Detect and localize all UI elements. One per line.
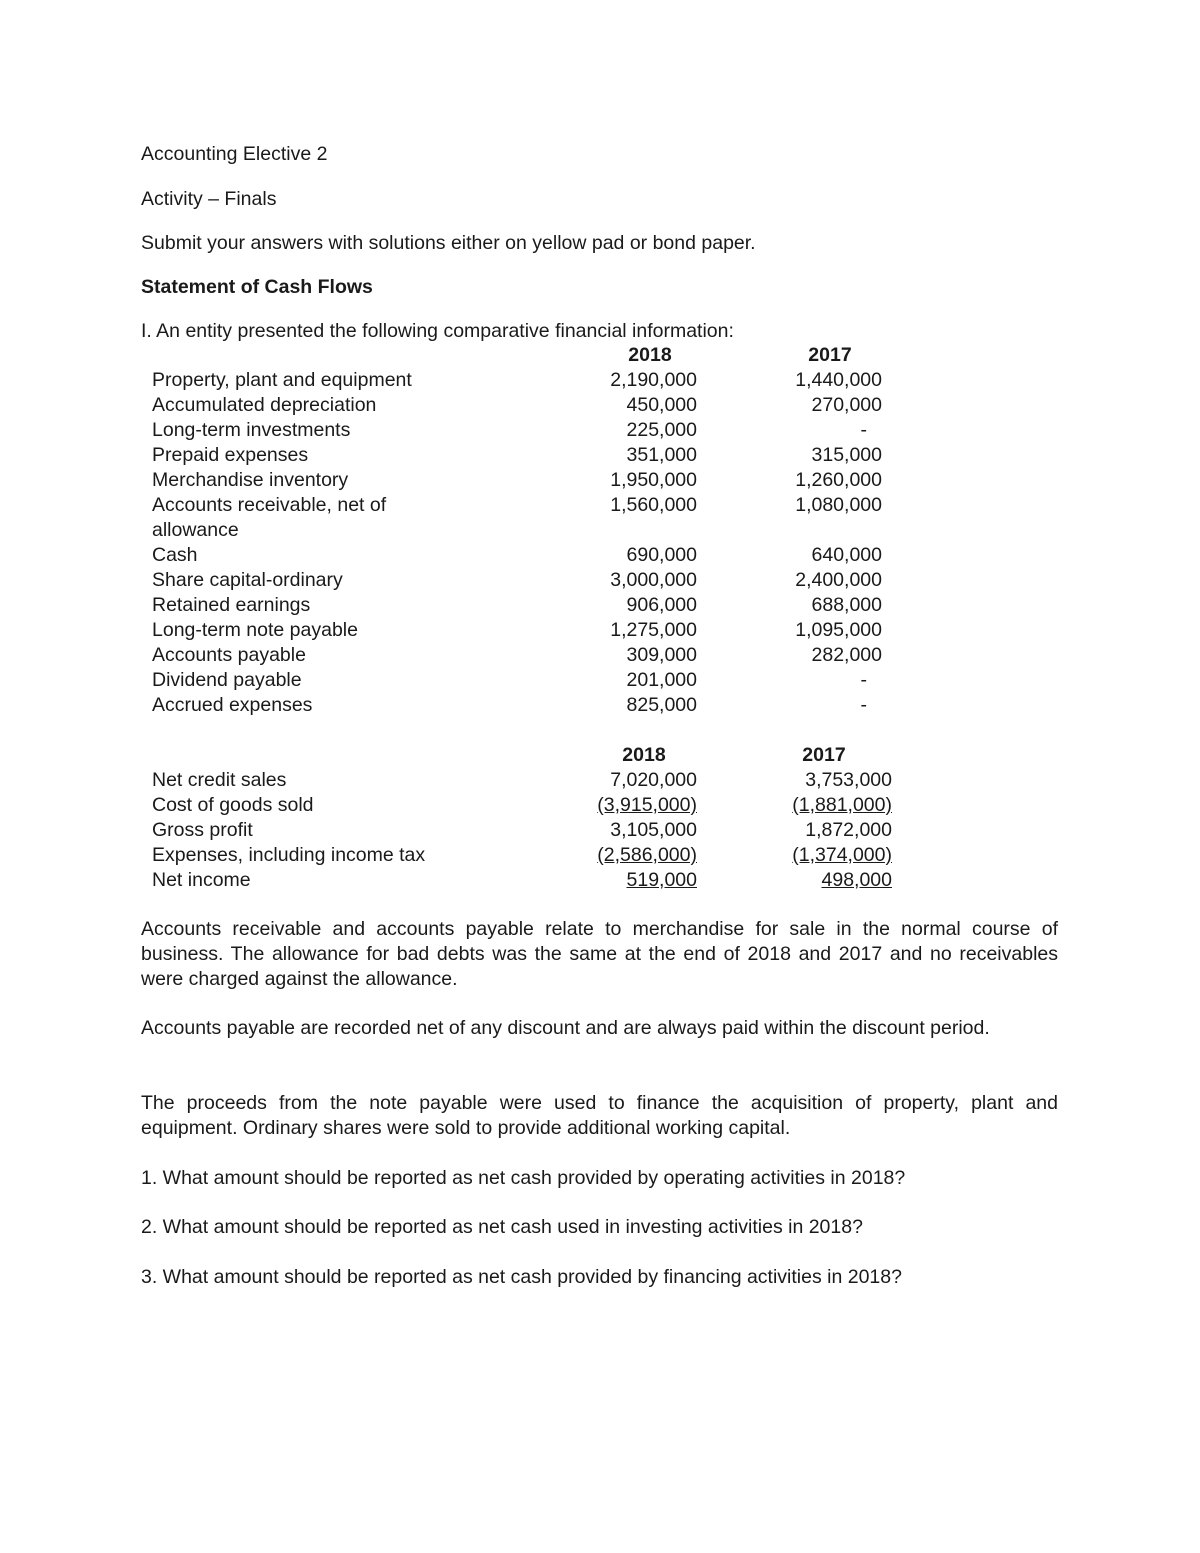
table-row bbox=[0, 818, 1200, 843]
column-header-2017: 2017 bbox=[802, 744, 846, 766]
value-2017: 688,000 bbox=[811, 594, 882, 616]
table-header bbox=[0, 743, 1200, 768]
value-2017: - bbox=[860, 419, 867, 441]
value-2018: 225,000 bbox=[626, 419, 697, 441]
table-row bbox=[0, 693, 1200, 718]
question-1: 1. What amount should be reported as net cash provided by operating activities in 2018? bbox=[141, 1167, 906, 1189]
table-header bbox=[0, 343, 1200, 368]
course-title: Accounting Elective 2 bbox=[141, 143, 328, 165]
row-label: Accounts receivable, net of bbox=[152, 494, 387, 516]
value-2017: (1,374,000) bbox=[792, 844, 892, 866]
value-2018: (3,915,000) bbox=[597, 794, 697, 816]
table-row bbox=[0, 568, 1200, 593]
section-title: Statement of Cash Flows bbox=[141, 276, 373, 298]
row-label: Net credit sales bbox=[152, 769, 287, 791]
value-2018: 7,020,000 bbox=[610, 769, 697, 791]
column-header-2018: 2018 bbox=[622, 744, 666, 766]
table-row bbox=[0, 493, 1200, 518]
value-2017: 270,000 bbox=[811, 394, 882, 416]
row-label: Cash bbox=[152, 544, 198, 566]
value-2017: 1,080,000 bbox=[795, 494, 882, 516]
table-row bbox=[0, 843, 1200, 868]
row-label: Net income bbox=[152, 869, 251, 891]
question-2: 2. What amount should be reported as net cash used in investing activities in 2018? bbox=[141, 1216, 863, 1238]
table-row bbox=[0, 618, 1200, 643]
row-label: Accumulated depreciation bbox=[152, 394, 377, 416]
value-2018: 2,190,000 bbox=[610, 369, 697, 391]
row-label: Cost of goods sold bbox=[152, 794, 314, 816]
value-2018: 1,950,000 bbox=[610, 469, 697, 491]
value-2018: 690,000 bbox=[626, 544, 697, 566]
value-2018: 450,000 bbox=[626, 394, 697, 416]
question-3: 3. What amount should be reported as net cash provided by financing activities in 2018? bbox=[141, 1266, 902, 1288]
row-label: Long-term investments bbox=[152, 419, 351, 441]
value-2017: - bbox=[860, 669, 867, 691]
value-2018: 3,000,000 bbox=[610, 569, 697, 591]
row-label: Share capital-ordinary bbox=[152, 569, 343, 591]
value-2017: 2,400,000 bbox=[795, 569, 882, 591]
value-2017: 1,095,000 bbox=[795, 619, 882, 641]
table-row bbox=[0, 393, 1200, 418]
table-row bbox=[0, 443, 1200, 468]
value-2017: 315,000 bbox=[811, 444, 882, 466]
table-row bbox=[0, 368, 1200, 393]
row-label: Retained earnings bbox=[152, 594, 311, 616]
value-2017: 3,753,000 bbox=[805, 769, 892, 791]
value-2017: 282,000 bbox=[811, 644, 882, 666]
value-2018: 825,000 bbox=[626, 694, 697, 716]
row-label: Long-term note payable bbox=[152, 619, 358, 641]
note-payables: Accounts payable are recorded net of any discount and are always paid within the discount period. bbox=[141, 1017, 990, 1039]
value-2018: 3,105,000 bbox=[610, 819, 697, 841]
value-2017: - bbox=[860, 694, 867, 716]
table-row-continuation bbox=[0, 518, 1200, 543]
row-label: Dividend payable bbox=[152, 669, 302, 691]
value-2018: 906,000 bbox=[626, 594, 697, 616]
row-label: Merchandise inventory bbox=[152, 469, 349, 491]
value-2018: 519,000 bbox=[626, 869, 697, 891]
column-header-2017: 2017 bbox=[808, 344, 852, 366]
value-2017: 1,440,000 bbox=[795, 369, 882, 391]
value-2017: 1,260,000 bbox=[795, 469, 882, 491]
table-row bbox=[0, 468, 1200, 493]
intro-text: I. An entity presented the following comparative financial information: bbox=[141, 320, 734, 342]
value-2018: 351,000 bbox=[626, 444, 697, 466]
value-2018: 1,275,000 bbox=[610, 619, 697, 641]
value-2018: (2,586,000) bbox=[597, 844, 697, 866]
row-label: Prepaid expenses bbox=[152, 444, 309, 466]
row-label: Expenses, including income tax bbox=[152, 844, 426, 866]
table-row bbox=[0, 643, 1200, 668]
row-label: Accounts payable bbox=[152, 644, 306, 666]
table-row bbox=[0, 543, 1200, 568]
note-receivables: Accounts receivable and accounts payable relate to merchandise for sale in the normal course of business. The allowance for bad debts was the same at the end of 2018 and 2017 and no receivables were charged against the allowance. bbox=[141, 918, 1058, 990]
value-2018: 201,000 bbox=[626, 669, 697, 691]
row-label: Property, plant and equipment bbox=[152, 369, 412, 391]
table-row bbox=[0, 868, 1200, 893]
table-row bbox=[0, 418, 1200, 443]
note-proceeds: The proceeds from the note payable were used to finance the acquisition of property, plant and equipment. Ordinary shares were sold to provide additional working capital. bbox=[141, 1092, 1058, 1139]
activity-title: Activity – Finals bbox=[141, 188, 277, 210]
row-label: Accrued expenses bbox=[152, 694, 313, 716]
value-2018: 1,560,000 bbox=[610, 494, 697, 516]
value-2018: 309,000 bbox=[626, 644, 697, 666]
row-label: Gross profit bbox=[152, 819, 253, 841]
table-row bbox=[0, 793, 1200, 818]
value-2017: 1,872,000 bbox=[805, 819, 892, 841]
table-row bbox=[0, 768, 1200, 793]
value-2017: 640,000 bbox=[811, 544, 882, 566]
table-row bbox=[0, 668, 1200, 693]
instructions: Submit your answers with solutions either on yellow pad or bond paper. bbox=[141, 232, 756, 254]
row-label-continuation: allowance bbox=[152, 519, 239, 541]
value-2017: 498,000 bbox=[821, 869, 892, 891]
value-2017: (1,881,000) bbox=[792, 794, 892, 816]
column-header-2018: 2018 bbox=[628, 344, 672, 366]
table-row bbox=[0, 593, 1200, 618]
